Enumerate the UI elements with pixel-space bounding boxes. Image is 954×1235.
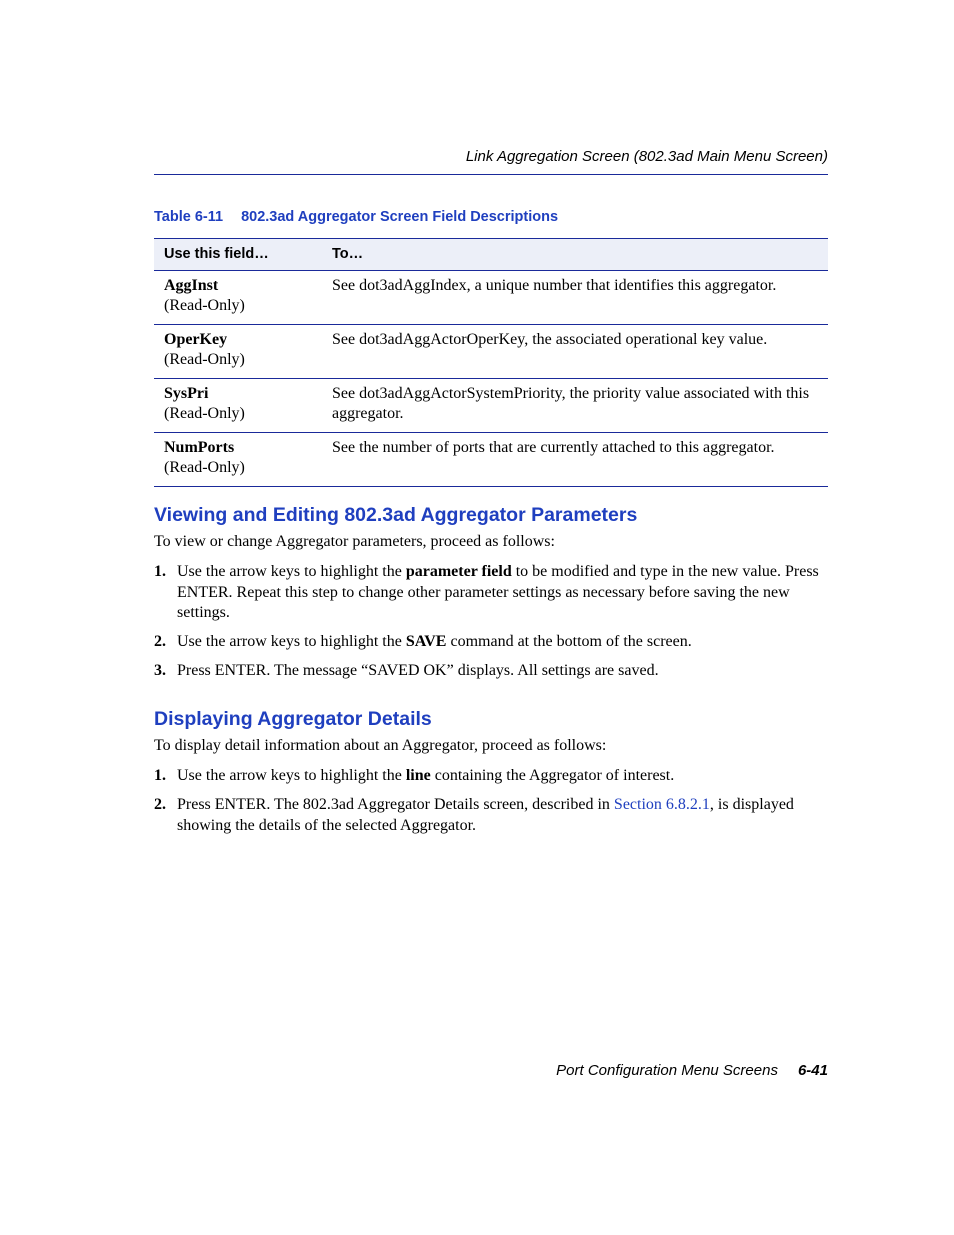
- column-header-to: To…: [322, 239, 828, 271]
- field-note: (Read-Only): [164, 297, 245, 314]
- section-link[interactable]: Section 6.8.2.1: [613, 796, 710, 813]
- step-text: Use the arrow keys to highlight the: [177, 767, 406, 784]
- table-row: [154, 433, 828, 487]
- step-number: 1.: [154, 563, 166, 580]
- footer-title: Port Configuration Menu Screens: [556, 1062, 778, 1079]
- field-description: See the number of ports that are currently attached to this aggregator.: [322, 433, 828, 487]
- step-text: Use the arrow keys to highlight the: [177, 633, 406, 650]
- step-item: [154, 795, 828, 836]
- column-header-field: Use this field…: [154, 239, 322, 271]
- field-name: NumPorts: [164, 439, 235, 456]
- step-text: containing the Aggregator of interest.: [430, 767, 675, 784]
- field-descriptions-table: [154, 238, 828, 487]
- step-emphasis: parameter field: [405, 563, 512, 580]
- section-intro: To view or change Aggregator parameters, proceed as follows:: [154, 533, 555, 550]
- field-description: See dot3adAggActorOperKey, the associated operational key value.: [322, 325, 828, 379]
- field-note: (Read-Only): [164, 351, 245, 368]
- step-item: [154, 766, 828, 787]
- table-row: [154, 325, 828, 379]
- step-item: [154, 632, 828, 653]
- step-number: 2.: [154, 796, 166, 813]
- step-emphasis: line: [405, 767, 431, 784]
- step-number: 3.: [154, 662, 166, 679]
- header-rule: [154, 174, 828, 175]
- field-name: AggInst: [164, 277, 219, 294]
- section-heading-displaying-details: Displaying Aggregator Details: [154, 708, 432, 730]
- step-text: command at the bottom of the screen.: [446, 633, 692, 650]
- step-number: 2.: [154, 633, 166, 650]
- table-title: 802.3ad Aggregator Screen Field Descriptions: [241, 209, 559, 225]
- step-text: Press ENTER. The 802.3ad Aggregator Details screen, described in: [177, 796, 614, 813]
- table-row: [154, 379, 828, 433]
- table-row: [154, 271, 828, 325]
- step-text: Use the arrow keys to highlight the: [177, 563, 406, 580]
- field-note: (Read-Only): [164, 405, 245, 422]
- table-number: Table 6-11: [154, 209, 224, 225]
- step-text: to be modified and type in the new value. Press ENTER. Repeat this step to change other parameter settings as necessary before saving the new settings.: [177, 563, 819, 621]
- field-note: (Read-Only): [164, 459, 245, 476]
- field-name: SysPri: [164, 385, 209, 402]
- table-caption: [154, 209, 558, 225]
- field-name: OperKey: [164, 331, 228, 348]
- section-heading-viewing-editing: Viewing and Editing 802.3ad Aggregator Parameters: [154, 504, 638, 526]
- step-text: Press ENTER. The message “SAVED OK” displays. All settings are saved.: [177, 662, 659, 679]
- section-intro: To display detail information about an Aggregator, proceed as follows:: [154, 737, 607, 754]
- page-footer: [154, 1062, 828, 1079]
- running-header: Link Aggregation Screen (802.3ad Main Menu Screen): [465, 148, 828, 165]
- step-item: [154, 661, 828, 682]
- step-text: , is displayed showing the details of the selected Aggregator.: [177, 796, 794, 834]
- step-number: 1.: [154, 767, 166, 784]
- field-description: See dot3adAggActorSystemPriority, the priority value associated with this aggregator.: [322, 379, 828, 433]
- page-number: 6-41: [797, 1062, 828, 1079]
- step-emphasis: SAVE: [405, 633, 447, 650]
- step-item: [154, 562, 828, 624]
- field-description: See dot3adAggIndex, a unique number that identifies this aggregator.: [322, 271, 828, 325]
